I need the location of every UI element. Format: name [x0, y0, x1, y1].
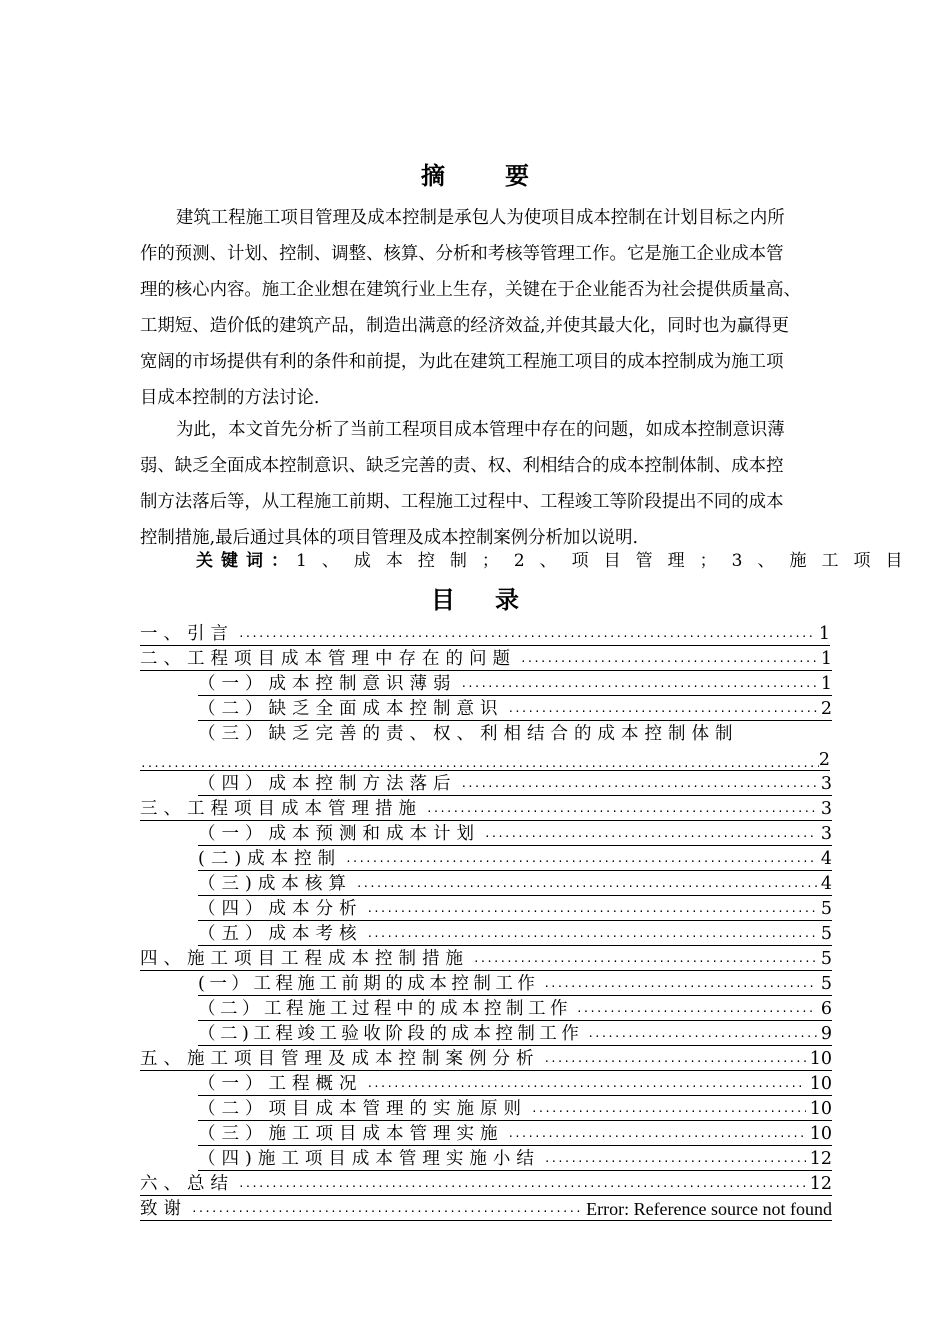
text-line: 作的预测、计划、控制、调整、核算、分析和考核等管理工作。它是施工企业成本管	[140, 244, 784, 264]
toc-entry-label: （二）工程施工过程中的成本控制工作	[198, 999, 572, 1019]
toc-entry-label: 四、施工项目工程成本控制措施	[140, 949, 469, 969]
toc-entry-label: (一）工程施工前期的成本控制工作	[198, 974, 540, 994]
toc-entry[interactable]	[198, 995, 832, 1021]
toc-leader	[461, 773, 817, 795]
toc-entry[interactable]	[140, 1170, 832, 1196]
toc-entry-label: （一）成本预测和成本计划	[198, 824, 480, 844]
text-line: 为此，本文首先分析了当前工程项目成本管理中存在的问题，如成本控制意识薄	[176, 420, 785, 440]
toc-entry[interactable]	[198, 1145, 832, 1171]
toc-entry-page: 2	[818, 750, 830, 770]
toc-leader	[238, 1173, 806, 1195]
keywords-label: 关键词：	[196, 551, 296, 571]
toc-entry-page: 9	[820, 1024, 832, 1044]
toc-entry-page: 5	[820, 899, 832, 919]
toc-leader	[544, 1048, 806, 1070]
toc-leader	[520, 648, 817, 670]
text-line: 目成本控制的方法讨论.	[140, 388, 320, 408]
toc-entry-page: 5	[820, 949, 832, 969]
toc-entry[interactable]	[140, 1195, 832, 1221]
toc-entry-label: （三)成本核算	[198, 874, 352, 894]
toc-entry-continuation[interactable]	[140, 745, 830, 771]
toc-leader	[367, 1073, 806, 1095]
toc-leader	[345, 848, 817, 870]
toc-entry[interactable]	[140, 645, 832, 671]
toc-leader	[508, 698, 817, 720]
toc-leader	[484, 823, 817, 845]
toc-leader	[543, 973, 817, 995]
toc-entry-page: 6	[820, 999, 832, 1019]
text-line: 工期短、造价低的建筑产品，制造出满意的经济效益,并使其最大化，同时也为赢得更	[140, 316, 789, 336]
toc-entry[interactable]	[198, 770, 832, 796]
toc-entry[interactable]	[198, 1095, 832, 1121]
toc-entry-page: 5	[820, 974, 832, 994]
toc-leader	[531, 1098, 806, 1120]
toc-entry[interactable]	[198, 1120, 832, 1146]
toc-entry[interactable]	[198, 695, 832, 721]
text-line: 控制措施,最后通过具体的项目管理及成本控制案例分析加以说明.	[140, 528, 638, 548]
toc-leader	[140, 757, 819, 770]
toc-leader	[367, 923, 817, 945]
toc-entry-label: （四）成本控制方法落后	[198, 774, 457, 794]
toc-entry-page: 12	[809, 1174, 832, 1194]
toc-entry[interactable]	[140, 945, 832, 971]
toc-entry-label: （二）缺乏全面成本控制意识	[198, 699, 504, 719]
toc-entry-label: （一）成本控制意识薄弱	[198, 674, 457, 694]
toc-entry[interactable]	[198, 895, 832, 921]
text-line: 宽阔的市场提供有利的条件和前提，为此在建筑工程施工项目的成本控制成为施工项	[140, 352, 784, 372]
toc-entry[interactable]	[198, 1070, 832, 1096]
toc-entry-page: 12	[809, 1149, 832, 1169]
toc-leader	[587, 1023, 817, 1045]
toc-entry[interactable]	[198, 920, 832, 946]
toc-entry-label: (二)成本控制	[198, 849, 342, 869]
toc-entry-label: （三）缺乏完善的责、权、利相结合的成本控制体制	[198, 724, 739, 744]
text-line: 制方法落后等，从工程施工前期、工程施工过程中、工程竣工等阶段提出不同的成本	[140, 492, 784, 512]
toc-leader	[544, 1148, 806, 1170]
toc-entry[interactable]	[198, 670, 832, 696]
abstract-title: 摘要	[421, 162, 589, 190]
toc-leader	[576, 998, 817, 1020]
keywords-text: 1、成本控制；2、项目管理；3、施工项目	[296, 551, 918, 571]
abstract-paragraph-2	[140, 412, 860, 556]
toc-entry[interactable]	[198, 720, 858, 745]
toc-leader	[238, 623, 815, 645]
toc-entry-page: Error: Reference source not found	[586, 1199, 832, 1219]
toc-leader	[191, 1198, 582, 1220]
toc-entry-page: 10	[809, 1124, 832, 1144]
toc-entry-page: 1	[818, 624, 830, 644]
toc-entry[interactable]	[140, 795, 832, 821]
toc-entry[interactable]	[198, 845, 832, 871]
text-line: 弱、缺乏全面成本控制意识、缺乏完善的责、权、利相结合的成本控制体制、成本控	[140, 456, 784, 476]
toc-entry-page: 3	[820, 774, 832, 794]
toc-entry-page: 3	[820, 799, 832, 819]
toc-entry-label: （四）成本分析	[198, 899, 363, 919]
toc-entry-label: 三、工程项目成本管理措施	[140, 799, 422, 819]
toc-leader	[426, 798, 817, 820]
toc-entry-page: 1	[820, 674, 832, 694]
toc-entry-page: 10	[809, 1074, 832, 1094]
toc-entry-label: 六、总结	[140, 1174, 234, 1194]
toc-leader	[367, 898, 817, 920]
toc-entry-label: （五）成本考核	[198, 924, 363, 944]
toc-entry[interactable]	[140, 620, 830, 646]
toc-entry[interactable]	[198, 870, 832, 896]
toc-entry-label: 二、工程项目成本管理中存在的问题	[140, 649, 516, 669]
toc-entry[interactable]	[140, 1045, 832, 1071]
toc-entry-label: （三）施工项目成本管理实施	[198, 1124, 504, 1144]
keywords	[196, 546, 917, 571]
text-line: 建筑工程施工项目管理及成本控制是承包人为使项目成本控制在计划目标之内所	[176, 208, 785, 228]
toc-entry[interactable]	[198, 820, 832, 846]
toc-leader	[508, 1123, 806, 1145]
toc-leader	[461, 673, 817, 695]
toc-entry-page: 4	[820, 874, 832, 894]
toc-entry[interactable]	[198, 970, 832, 996]
toc-entry-page: 3	[820, 824, 832, 844]
toc-entry-page: 10	[809, 1099, 832, 1119]
toc-entry[interactable]	[198, 1020, 832, 1046]
toc-entry-page: 2	[820, 699, 832, 719]
toc-entry-page: 10	[809, 1049, 832, 1069]
abstract-paragraph-1	[140, 200, 860, 416]
toc-entry-label: （二)工程竣工验收阶段的成本控制工作	[198, 1024, 584, 1044]
text-line: 理的核心内容。施工企业想在建筑行业上生存，关键在于企业能否为社会提供质量高、	[140, 280, 801, 300]
toc-entry-label: （四)施工项目成本管理实施小结	[198, 1149, 540, 1169]
toc-entry-label: （一）工程概况	[198, 1074, 363, 1094]
toc-leader	[356, 873, 817, 895]
toc-entry-label: 致谢	[140, 1199, 187, 1219]
toc-title: 目录	[431, 586, 559, 614]
toc-entry-label: （二）项目成本管理的实施原则	[198, 1099, 527, 1119]
toc-leader	[473, 948, 817, 970]
toc-entry-page: 1	[820, 649, 832, 669]
toc-entry-label: 一、引言	[140, 624, 234, 644]
toc-entry-page: 5	[820, 924, 832, 944]
toc-entry-page: 4	[820, 849, 832, 869]
toc-entry-label: 五、施工项目管理及成本控制案例分析	[140, 1049, 540, 1069]
